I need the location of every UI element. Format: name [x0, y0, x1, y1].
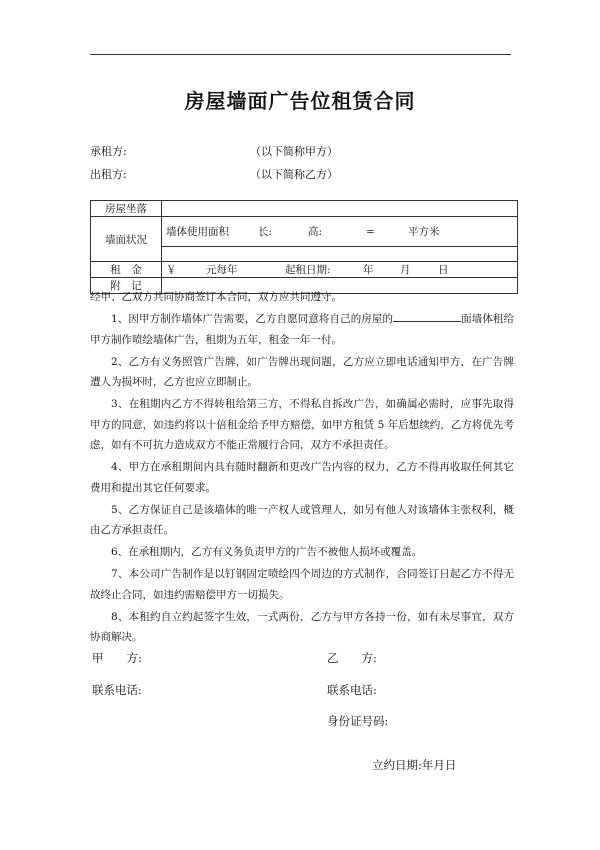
year-unit: 年 [363, 264, 374, 276]
address-row [91, 201, 518, 217]
wall-row [91, 217, 518, 247]
lessor-note: （以下简称乙方） [250, 168, 338, 181]
clause-6: 6、在承租期内，乙方有义务负责甲方的广告不被他人损坏或覆盖。 [111, 546, 423, 558]
clause-3: 3、在租期内乙方不得转租给第三方，不得私自拆改广告，如确属必需时，应事先取得甲方的同意，如违约将以十倍租金给予甲方赔偿，如甲方租赁 5 年后想续约，乙方将优先考虑，如有不可抗力造成双方不能正常履行合同，双方不承担责任。 [90, 398, 514, 451]
clause-intro: 经甲、乙双方共同协商签订本合同，双方应共同遵守。 [90, 291, 342, 303]
wall-label: 墙面状况 [91, 217, 162, 262]
wall-area-label: 墙体使用面积 [166, 226, 229, 238]
day-unit: 日 [438, 264, 449, 276]
contract-title: 房屋墙面广告位租赁合同 [184, 89, 416, 113]
id-number-label: 身份证号码: [327, 714, 389, 728]
lessor-label: 出租方: [90, 168, 127, 181]
sign-date [372, 757, 456, 773]
contract-clauses [90, 287, 514, 649]
clause-1: 1、因甲方制作墙体广告需要，乙方自愿同意将自己的房屋的 面墙体租给甲方制作喷绘墙体广告，租期为五年，租金一年一付。 [90, 313, 515, 346]
lessee-label: 承租方: [90, 145, 127, 158]
rent-label: 租 金 [91, 262, 162, 278]
clause-4: 4、甲方在承租期间内具有随时翻新和更改广告内容的权力，乙方不得再收取任何其它费用和提出其它任何要求。 [90, 461, 514, 494]
length-label: 长: [258, 226, 273, 238]
per-year: 元每年 [206, 264, 238, 276]
wall-extra [162, 247, 518, 262]
phone-a-label: 联系电话: [92, 683, 142, 697]
month-unit: 月 [400, 264, 411, 276]
phone-b-label: 联系电话: [327, 683, 377, 697]
sqm-unit: 平方米 [408, 226, 440, 238]
clause-2: 2、乙方有义务照管广告牌，如广告牌出现问题，乙方应立即电话通知甲方，在广告牌遭人为损坏时，乙方也应立即制止。 [90, 355, 514, 388]
address-label: 房屋坐落 [91, 201, 162, 217]
start-date-label: 起租日期: [285, 264, 331, 276]
clause-5: 5、乙方保证自己是该墙体的唯一产权人或管理人，如另有他人对该墙体主张权利，概由乙方承担责任。 [90, 503, 514, 536]
notes-label: 附 记 [91, 278, 162, 294]
party-b-label: 乙 方: [327, 651, 377, 665]
equals-sign: = [366, 225, 375, 238]
lessee-note: （以下简称甲方） [250, 145, 338, 158]
height-label: 高: [308, 226, 323, 238]
party-a-label: 甲 方: [92, 651, 142, 665]
rent-row [91, 262, 518, 278]
top-rule [90, 54, 511, 55]
lease-info-table [90, 200, 518, 294]
clause-8: 8、本租约自立约起签字生效，一式两份，乙方与甲方各持一份，如有未尽事宜，双方协商解决。 [90, 610, 514, 643]
sign-date-value: 年月日 [421, 758, 457, 772]
blank-line [393, 311, 461, 322]
clause-7: 7、本公司广告制作是以钉钢固定喷绘四个周边的方式制作，合同签订日起乙方不得无故终止合同，如违约需赔偿甲方一切损失。 [90, 568, 514, 601]
address-value [162, 201, 518, 217]
sign-date-label: 立约日期: [372, 758, 422, 772]
yen-sign: ￥ [166, 264, 177, 276]
